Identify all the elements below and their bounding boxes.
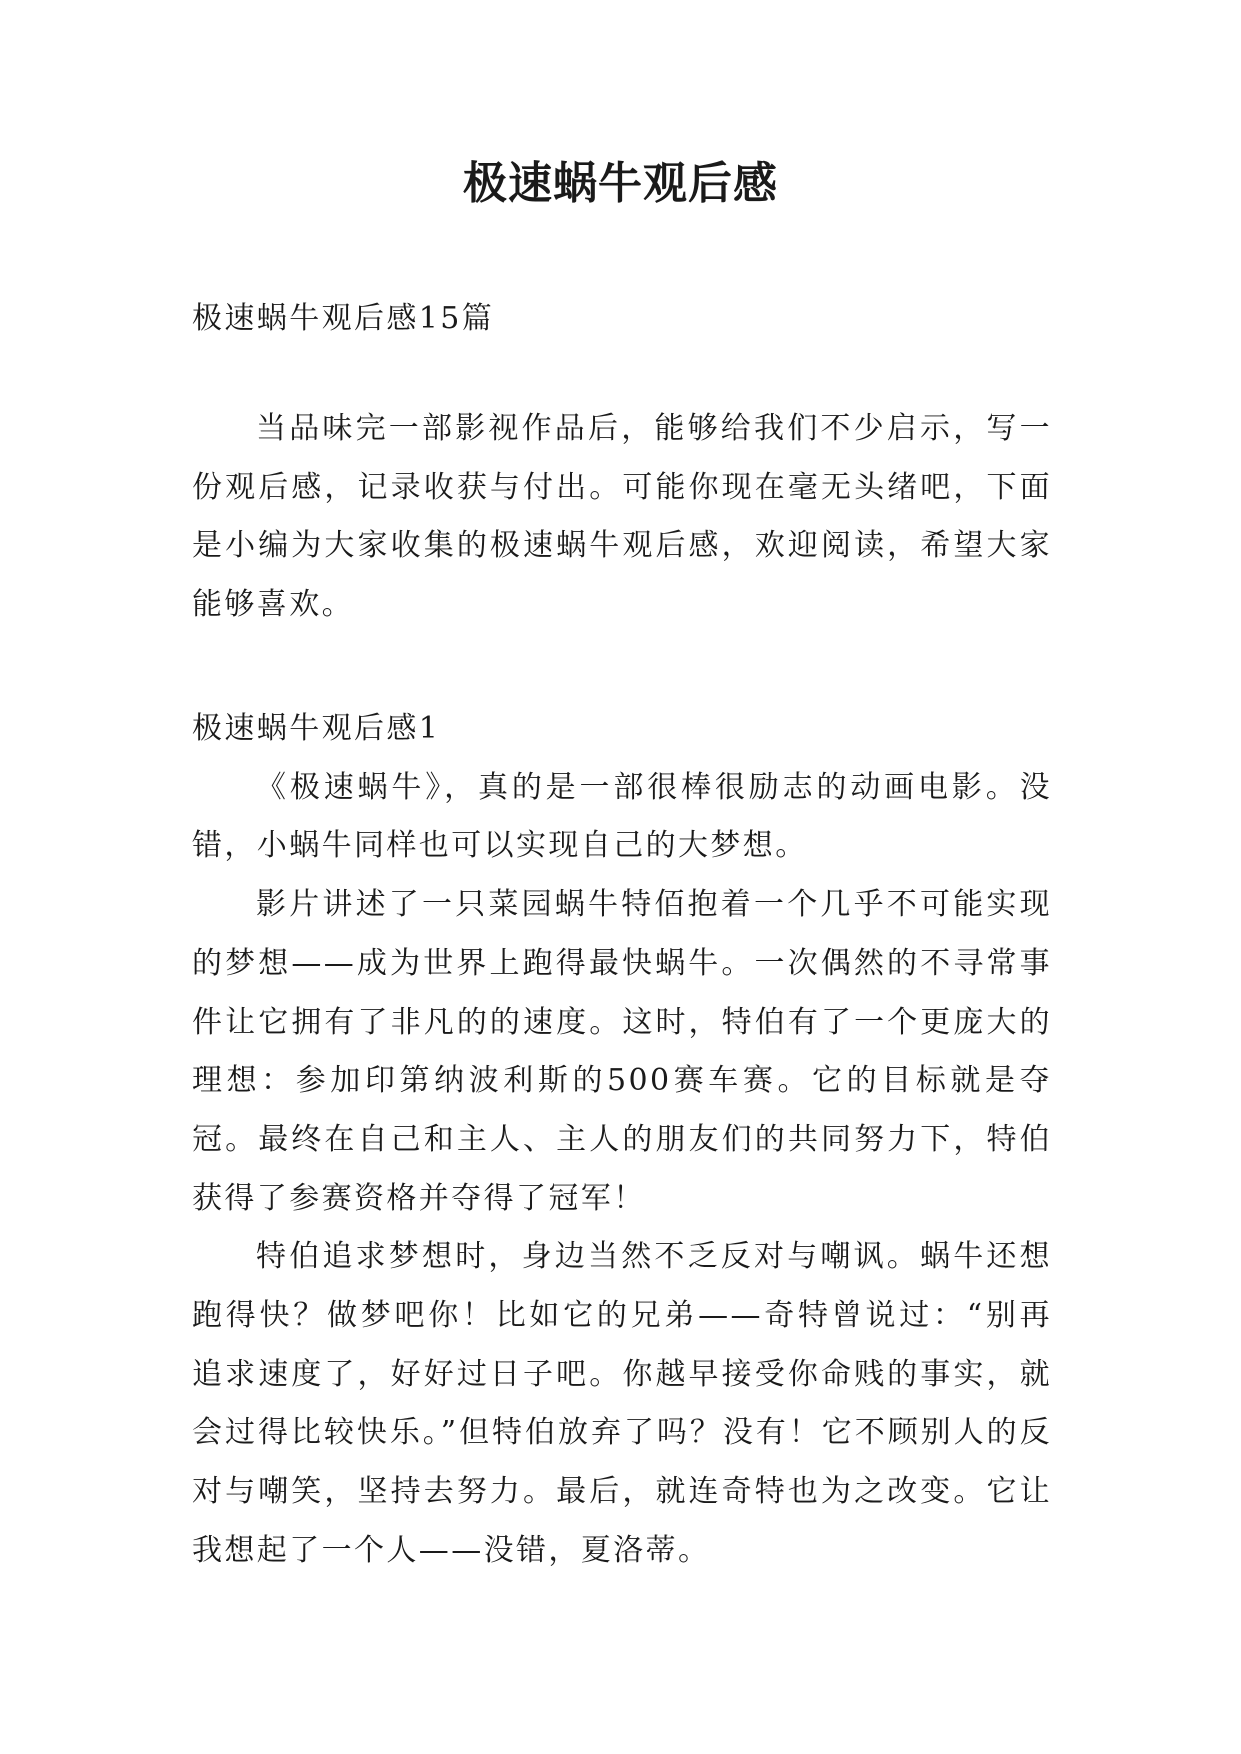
document-subtitle: 极速蜗牛观后感15篇 <box>192 301 495 336</box>
section-heading: 极速蜗牛观后感1 <box>192 711 441 746</box>
intro-paragraph: 当品味完一部影视作品后，能够给我们不少启示，写一份观后感，记录收获与付出。可能你现在毫无头绪吧，下面是小编为大家收集的极速蜗牛观后感，欢迎阅读，希望大家能够喜欢。 <box>192 411 1052 623</box>
section-1 <box>192 700 1052 1581</box>
section-paragraph: 《极速蜗牛》，真的是一部很棒很励志的动画电影。没错，小蜗牛同样也可以实现自己的大梦想。 <box>192 769 1052 864</box>
section-paragraph: 特伯追求梦想时，身边当然不乏反对与嘲讽。蜗牛还想跑得快？做梦吧你！比如它的兄弟——奇特曾说过：“别再追求速度了，好好过日子吧。你越早接受你命贱的事实，就会过得比较快乐。”但特伯放弃了吗？没有！它不顾别人的反对与嘲笑，坚持去努力。最后，就连奇特也为之改变。它让我想起了一个人——没错，夏洛蒂。 <box>192 1239 1052 1568</box>
document-title: 极速蜗牛观后感 <box>463 158 778 209</box>
section-paragraph: 影片讲述了一只菜园蜗牛特佰抱着一个几乎不可能实现的梦想——成为世界上跑得最快蜗牛。一次偶然的不寻常事件让它拥有了非凡的的速度。这时，特伯有了一个更庞大的理想：参加印第纳波利斯的500赛车赛。它的目标就是夺冠。最终在自己和主人、主人的朋友们的共同努力下，特伯获得了参赛资格并夺得了冠军！ <box>192 887 1052 1216</box>
